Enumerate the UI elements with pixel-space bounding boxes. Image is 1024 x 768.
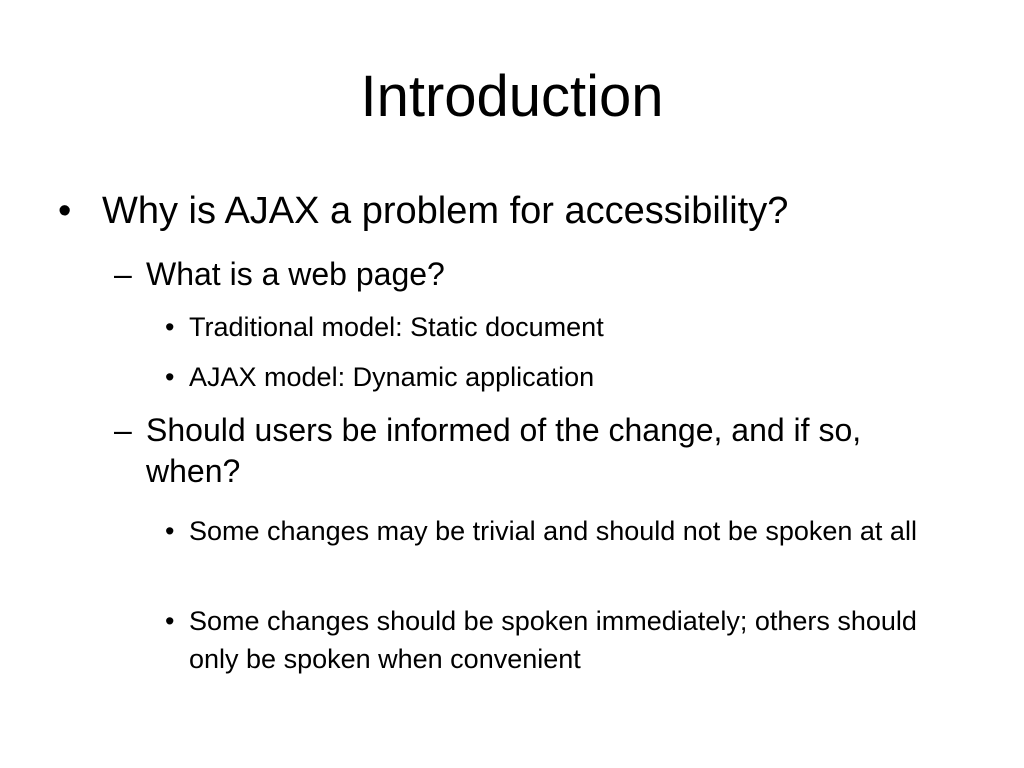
bullet-text: What is a web page? [146,256,445,292]
bullet-text: Should users be informed of the change, and if so, when? [146,412,862,489]
bullet-level2-users-informed [114,410,964,492]
bullet-text: Some changes may be trivial and should not be spoken at all [189,516,917,546]
bullet-text: Why is AJAX a problem for accessibility? [102,190,789,232]
slide-title: Introduction [360,64,664,129]
bullet-marker: • [165,606,175,636]
bullet-level3-trivial-changes [165,512,965,550]
bullet-marker: • [165,312,175,342]
bullet-text: Traditional model: Static document [189,312,604,342]
bullet-level3-ajax-model [165,358,965,396]
bullet-level2-web-page [114,254,964,295]
bullet-marker: • [165,362,175,392]
bullet-marker: • [58,190,72,232]
bullet-marker: • [165,516,175,546]
dash-marker: – [114,256,132,292]
dash-marker: – [114,412,132,448]
bullet-text: AJAX model: Dynamic application [189,362,595,392]
bullet-level3-immediate-changes [165,602,965,678]
bullet-level3-traditional-model [165,308,965,346]
bullet-level1-accessibility-question [58,188,958,234]
bullet-text: Some changes should be spoken immediately; others should only be spoken when convenient [189,606,917,674]
